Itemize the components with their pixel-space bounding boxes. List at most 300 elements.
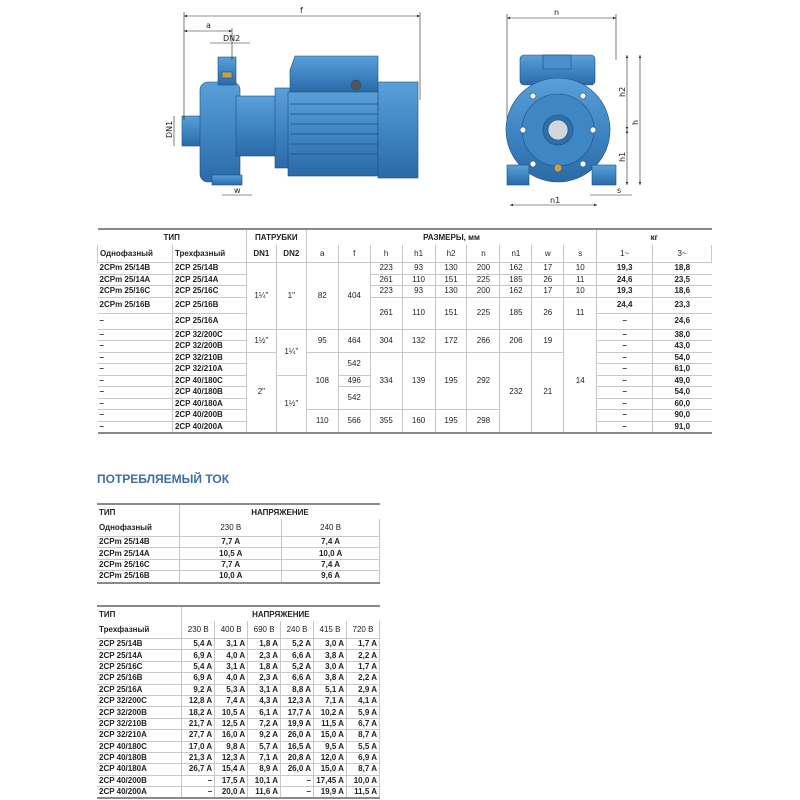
current-value: 6,9 A: [182, 673, 215, 684]
three-phase-model: 2CP 40/200A: [172, 421, 246, 433]
three-phase-model: 2CP 40/180B: [172, 387, 246, 399]
weight-1ph: –: [597, 387, 653, 399]
voltage-header: 230 В: [182, 621, 215, 639]
cell-h2: 151: [435, 274, 467, 286]
current-value: 4,3 A: [248, 695, 281, 706]
model-name: 2CP 40/180A: [97, 764, 182, 775]
cell-h1: 160: [402, 410, 435, 434]
cell-h2: 172: [435, 329, 467, 352]
cell-s: 10: [564, 263, 597, 275]
dim-w-label: w: [234, 186, 241, 195]
cell-f: 404: [338, 263, 370, 330]
current-consumption-title: ПОТРЕБЛЯЕМЫЙ ТОК: [97, 472, 230, 486]
table-row: [98, 274, 712, 286]
cell-h: 223: [370, 286, 402, 298]
current-value: 7,7 A: [180, 537, 282, 548]
table-row: [97, 684, 380, 695]
voltage-header: 415 В: [314, 621, 347, 639]
table-row: [98, 410, 712, 422]
cell-n1: 162: [500, 263, 532, 275]
dim-a-label: a: [206, 21, 211, 30]
subheader-dn2: DN2: [276, 245, 306, 263]
current-value: 10,0 A: [180, 571, 282, 583]
table-row: [97, 707, 380, 718]
subheader-w: w: [532, 245, 564, 263]
table-row: [97, 695, 380, 706]
single-phase-model: –: [98, 352, 173, 364]
cell-h1: 110: [402, 297, 435, 329]
table-row: [98, 329, 712, 341]
current-value: 2,3 A: [248, 650, 281, 661]
current-value: 5,4 A: [182, 639, 215, 650]
dim-h2-label: h2: [618, 86, 627, 97]
weight-3ph: 24,6: [653, 313, 712, 329]
model-name: 2CP 40/200A: [97, 787, 182, 799]
header-type: ТИП: [97, 606, 182, 621]
current-value: 6,9 A: [346, 752, 379, 763]
current-value: 6,6 A: [281, 673, 314, 684]
subheader-a: a: [306, 245, 338, 263]
model-name: 2CP 25/16B: [97, 673, 182, 684]
current-value: –: [182, 787, 215, 799]
header-type: ТИП: [98, 229, 247, 245]
weight-1ph: –: [597, 341, 653, 353]
current-value: 17,45 A: [314, 775, 347, 786]
current-value: 7,2 A: [248, 718, 281, 729]
subheader-n1: n1: [500, 245, 532, 263]
current-value: 17,7 A: [281, 707, 314, 718]
current-value: 3,1 A: [248, 684, 281, 695]
front-view: [506, 55, 616, 185]
three-phase-current-table: [97, 605, 380, 799]
header-phase: Однофазный: [97, 519, 180, 537]
weight-1ph: –: [597, 421, 653, 433]
cell-h: 355: [370, 410, 402, 434]
current-value: 10,2 A: [314, 707, 347, 718]
model-name: 2CP 40/200B: [97, 775, 182, 786]
weight-1ph: –: [597, 410, 653, 422]
current-value: 3,1 A: [215, 639, 248, 650]
subheader-однофазный: Однофазный: [98, 245, 173, 263]
weight-3ph: 60,0: [653, 398, 712, 410]
current-value: 12,3 A: [215, 752, 248, 763]
weight-3ph: 54,0: [653, 387, 712, 399]
model-name: 2CP 25/14B: [97, 639, 182, 650]
current-value: 10,5 A: [180, 548, 282, 559]
three-phase-model: 2CP 32/200C: [172, 329, 246, 341]
cell-dn1: 2": [246, 352, 276, 433]
cell-dn2: 1¼": [276, 329, 306, 375]
current-value: 6,7 A: [346, 718, 379, 729]
cell-w: 17: [532, 286, 564, 298]
voltage-header: 400 В: [215, 621, 248, 639]
cell-n1: 232: [500, 352, 532, 433]
weight-1ph: –: [597, 398, 653, 410]
current-value: 11,5 A: [314, 718, 347, 729]
current-value: 8,7 A: [346, 764, 379, 775]
voltage-header: 240 В: [282, 519, 380, 537]
model-name: 2CP 25/16A: [97, 684, 182, 695]
current-value: 2,3 A: [248, 673, 281, 684]
table-row: [97, 787, 380, 799]
current-value: 26,0 A: [281, 730, 314, 741]
current-value: 18,2 A: [182, 707, 215, 718]
cell-dn2: 1": [276, 263, 306, 330]
table-row: [97, 775, 380, 786]
current-value: 3,1 A: [215, 661, 248, 672]
header-type: ТИП: [97, 504, 180, 519]
current-value: 9,2 A: [248, 730, 281, 741]
current-value: 6,6 A: [281, 650, 314, 661]
subheader-h1: h1: [402, 245, 435, 263]
cell-h1: 93: [402, 263, 435, 275]
cell-f: 496: [338, 375, 370, 387]
subheader-h: h: [370, 245, 402, 263]
cell-n: 298: [467, 410, 500, 434]
current-value: 7,7 A: [180, 559, 282, 570]
weight-1ph: –: [597, 352, 653, 364]
weight-3ph: 18,6: [653, 286, 712, 298]
current-value: 5,7 A: [248, 741, 281, 752]
header-connections: ПАТРУБКИ: [246, 229, 306, 245]
weight-1ph: 24,4: [597, 297, 653, 313]
subheader-dn1: DN1: [246, 245, 276, 263]
subheader-s: s: [564, 245, 597, 263]
cell-h1: 132: [402, 329, 435, 352]
weight-1ph: –: [597, 329, 653, 341]
weight-3ph: 23,5: [653, 274, 712, 286]
cell-s: 14: [564, 329, 597, 433]
weight-1ph: –: [597, 364, 653, 376]
dim-n1-label: n1: [550, 196, 561, 205]
current-value: 11,5 A: [346, 787, 379, 799]
table-row: [97, 673, 380, 684]
cell-h: 334: [370, 352, 402, 410]
three-phase-model: 2CP 32/210B: [172, 352, 246, 364]
cell-w: 21: [532, 352, 564, 433]
weight-3ph: 38,0: [653, 329, 712, 341]
header-dimensions: РАЗМЕРЫ, мм: [306, 229, 596, 245]
cell-a: 95: [306, 329, 338, 352]
model-name: 2CP 25/16C: [97, 661, 182, 672]
weight-3ph: 43,0: [653, 341, 712, 353]
cell-a: 110: [306, 410, 338, 434]
current-value: 4,1 A: [346, 695, 379, 706]
subheader-3: 3~: [653, 245, 712, 263]
current-value: 2,2 A: [346, 650, 379, 661]
table-row: [97, 718, 380, 729]
three-phase-model: 2CP 25/14B: [172, 263, 246, 275]
current-value: 3,8 A: [314, 673, 347, 684]
cell-f: 464: [338, 329, 370, 352]
current-value: 5,3 A: [215, 684, 248, 695]
header-phase: Трехфазный: [97, 621, 182, 639]
current-value: 4,0 A: [215, 650, 248, 661]
single-phase-current-table: [97, 503, 380, 584]
cell-h1: 110: [402, 274, 435, 286]
cell-h: 304: [370, 329, 402, 352]
current-value: 5,9 A: [346, 707, 379, 718]
cell-h2: 151: [435, 297, 467, 329]
cell-w: 17: [532, 263, 564, 275]
single-phase-model: 2CPm 25/14A: [98, 274, 173, 286]
header-voltage: НАПРЯЖЕНИЕ: [182, 606, 380, 621]
current-value: 15,0 A: [314, 730, 347, 741]
current-value: –: [281, 787, 314, 799]
single-phase-model: –: [98, 410, 173, 422]
cell-n: 225: [467, 274, 500, 286]
cell-dn1: 1¼": [246, 263, 276, 330]
weight-3ph: 90,0: [653, 410, 712, 422]
weight-3ph: 23,3: [653, 297, 712, 313]
cell-n1: 162: [500, 286, 532, 298]
cell-h2: 195: [435, 410, 467, 434]
current-value: 11,6 A: [248, 787, 281, 799]
table-row: [98, 286, 712, 298]
header-voltage: НАПРЯЖЕНИЕ: [180, 504, 380, 519]
cell-f: 566: [338, 410, 370, 434]
current-value: 1,8 A: [248, 639, 281, 650]
cell-h1: 139: [402, 352, 435, 410]
current-value: 6,1 A: [248, 707, 281, 718]
current-value: 21,7 A: [182, 718, 215, 729]
dim-dn1-label: DN1: [165, 120, 174, 138]
model-name: 2CP 32/210B: [97, 718, 182, 729]
cell-dn2: 1½": [276, 375, 306, 433]
table-row: [97, 559, 380, 570]
single-phase-model: –: [98, 313, 173, 329]
weight-3ph: 61,0: [653, 364, 712, 376]
current-value: –: [281, 775, 314, 786]
header-weight: кг: [597, 229, 712, 245]
cell-w: 26: [532, 274, 564, 286]
model-name: 2CP 25/14A: [97, 650, 182, 661]
three-phase-model: 2CP 40/180A: [172, 398, 246, 410]
table-row: [97, 548, 380, 559]
current-value: 10,1 A: [248, 775, 281, 786]
weight-1ph: 24,6: [597, 274, 653, 286]
current-value: 15,4 A: [215, 764, 248, 775]
current-value: 10,0 A: [282, 548, 380, 559]
current-value: 15,0 A: [314, 764, 347, 775]
single-phase-model: –: [98, 329, 173, 341]
current-value: 7,4 A: [215, 695, 248, 706]
model-name: 2CP 40/180C: [97, 741, 182, 752]
pump-dimension-drawing: [0, 0, 800, 215]
model-name: 2CPm 25/14B: [97, 537, 180, 548]
current-value: 8,7 A: [346, 730, 379, 741]
dim-h1-label: h1: [618, 151, 627, 162]
cell-n1: 206: [500, 329, 532, 352]
three-phase-model: 2CP 25/16C: [172, 286, 246, 298]
current-value: 26,7 A: [182, 764, 215, 775]
current-value: 2,2 A: [346, 673, 379, 684]
voltage-header: 240 В: [281, 621, 314, 639]
table-row: [97, 741, 380, 752]
cell-dn1: 1½": [246, 329, 276, 352]
table-row: [98, 263, 712, 275]
table-row: [97, 764, 380, 775]
cell-h: 223: [370, 263, 402, 275]
current-value: 10,5 A: [215, 707, 248, 718]
current-value: 7,4 A: [282, 537, 380, 548]
table-row: [97, 639, 380, 650]
subheader-f: f: [338, 245, 370, 263]
weight-3ph: 49,0: [653, 375, 712, 387]
current-value: 5,2 A: [281, 639, 314, 650]
weight-1ph: 19,3: [597, 263, 653, 275]
model-name: 2CPm 25/14A: [97, 548, 180, 559]
model-name: 2CP 32/200B: [97, 707, 182, 718]
three-phase-model: 2CP 32/210A: [172, 364, 246, 376]
single-phase-model: 2CPm 25/16B: [98, 297, 173, 313]
current-value: 5,2 A: [281, 661, 314, 672]
cell-n: 200: [467, 286, 500, 298]
subheader-1: 1~: [597, 245, 653, 263]
dim-s-label: s: [617, 186, 622, 195]
cell-n: 200: [467, 263, 500, 275]
voltage-header: 690 В: [248, 621, 281, 639]
cell-h2: 130: [435, 263, 467, 275]
table-row: [97, 752, 380, 763]
current-value: 5,1 A: [314, 684, 347, 695]
voltage-header: 230 В: [180, 519, 282, 537]
current-value: 1,8 A: [248, 661, 281, 672]
three-phase-model: 2CP 25/16B: [172, 297, 246, 313]
cell-h: 261: [370, 274, 402, 286]
current-value: 12,5 A: [215, 718, 248, 729]
model-name: 2CP 32/200C: [97, 695, 182, 706]
single-phase-model: –: [98, 375, 173, 387]
weight-1ph: 19,3: [597, 286, 653, 298]
current-value: 7,4 A: [282, 559, 380, 570]
weight-3ph: 18,8: [653, 263, 712, 275]
current-value: 21,3 A: [182, 752, 215, 763]
cell-n1: 185: [500, 274, 532, 286]
voltage-header: 720 В: [346, 621, 379, 639]
current-value: 10,0 A: [346, 775, 379, 786]
subheader-трехфазный: Трехфазный: [172, 245, 246, 263]
pump-dimensions-table: [97, 228, 712, 434]
current-value: 8,9 A: [248, 764, 281, 775]
three-phase-model: 2CP 40/200B: [172, 410, 246, 422]
cell-h: 261: [370, 297, 402, 329]
cell-w: 19: [532, 329, 564, 352]
current-value: 6,9 A: [182, 650, 215, 661]
current-value: 19,9 A: [281, 718, 314, 729]
current-value: 20,0 A: [215, 787, 248, 799]
table-row: [98, 352, 712, 364]
single-phase-model: 2CPm 25/14B: [98, 263, 173, 275]
model-name: 2CPm 25/16C: [97, 559, 180, 570]
weight-3ph: 91,0: [653, 421, 712, 433]
cell-h1: 93: [402, 286, 435, 298]
current-value: 9,2 A: [182, 684, 215, 695]
three-phase-model: 2CP 32/200B: [172, 341, 246, 353]
current-value: 3,0 A: [314, 639, 347, 650]
cell-h2: 130: [435, 286, 467, 298]
current-value: 16,0 A: [215, 730, 248, 741]
current-value: 5,5 A: [346, 741, 379, 752]
current-value: 1,7 A: [346, 661, 379, 672]
cell-n: 225: [467, 297, 500, 329]
current-value: 8,8 A: [281, 684, 314, 695]
current-value: 12,3 A: [281, 695, 314, 706]
model-name: 2CPm 25/16B: [97, 571, 180, 583]
cell-n1: 185: [500, 297, 532, 329]
cell-n: 292: [467, 352, 500, 410]
current-value: 27,7 A: [182, 730, 215, 741]
current-value: 9,6 A: [282, 571, 380, 583]
current-value: 9,5 A: [314, 741, 347, 752]
cell-a: 82: [306, 263, 338, 330]
cell-f: 542: [338, 387, 370, 410]
table-row: [97, 571, 380, 583]
current-value: 12,0 A: [314, 752, 347, 763]
table-row: [97, 537, 380, 548]
dim-h-label: h: [631, 119, 640, 125]
cell-a: 108: [306, 352, 338, 410]
current-value: 12,8 A: [182, 695, 215, 706]
single-phase-model: –: [98, 387, 173, 399]
table-row: [97, 730, 380, 741]
single-phase-model: –: [98, 364, 173, 376]
model-name: 2CP 32/210A: [97, 730, 182, 741]
dim-f-label: f: [300, 6, 303, 15]
weight-1ph: –: [597, 313, 653, 329]
cell-f: 542: [338, 352, 370, 375]
current-value: 16,5 A: [281, 741, 314, 752]
subheader-n: n: [467, 245, 500, 263]
dim-dn2-label: DN2: [223, 34, 241, 43]
table-row: [98, 297, 712, 313]
current-value: 1,7 A: [346, 639, 379, 650]
single-phase-model: 2CPm 25/16C: [98, 286, 173, 298]
weight-3ph: 54,0: [653, 352, 712, 364]
current-value: 26,0 A: [281, 764, 314, 775]
single-phase-model: –: [98, 398, 173, 410]
current-value: 3,0 A: [314, 661, 347, 672]
model-name: 2CP 40/180B: [97, 752, 182, 763]
subheader-h2: h2: [435, 245, 467, 263]
weight-1ph: –: [597, 375, 653, 387]
current-value: 20,8 A: [281, 752, 314, 763]
cell-h2: 195: [435, 352, 467, 410]
dim-n-label: n: [554, 8, 560, 17]
current-value: 3,8 A: [314, 650, 347, 661]
current-value: 9,8 A: [215, 741, 248, 752]
current-value: 5,4 A: [182, 661, 215, 672]
side-view: [182, 56, 418, 185]
three-phase-model: 2CP 40/180C: [172, 375, 246, 387]
three-phase-model: 2CP 25/14A: [172, 274, 246, 286]
three-phase-model: 2CP 25/16A: [172, 313, 246, 329]
single-phase-model: –: [98, 341, 173, 353]
cell-w: 26: [532, 297, 564, 329]
cell-s: 10: [564, 286, 597, 298]
table-row: [97, 650, 380, 661]
current-value: 19,9 A: [314, 787, 347, 799]
cell-n: 266: [467, 329, 500, 352]
current-value: 4,0 A: [215, 673, 248, 684]
current-value: 2,9 A: [346, 684, 379, 695]
cell-s: 11: [564, 274, 597, 286]
single-phase-model: –: [98, 421, 173, 433]
cell-s: 11: [564, 297, 597, 329]
current-value: 7,1 A: [248, 752, 281, 763]
current-value: –: [182, 775, 215, 786]
table-row: [97, 661, 380, 672]
